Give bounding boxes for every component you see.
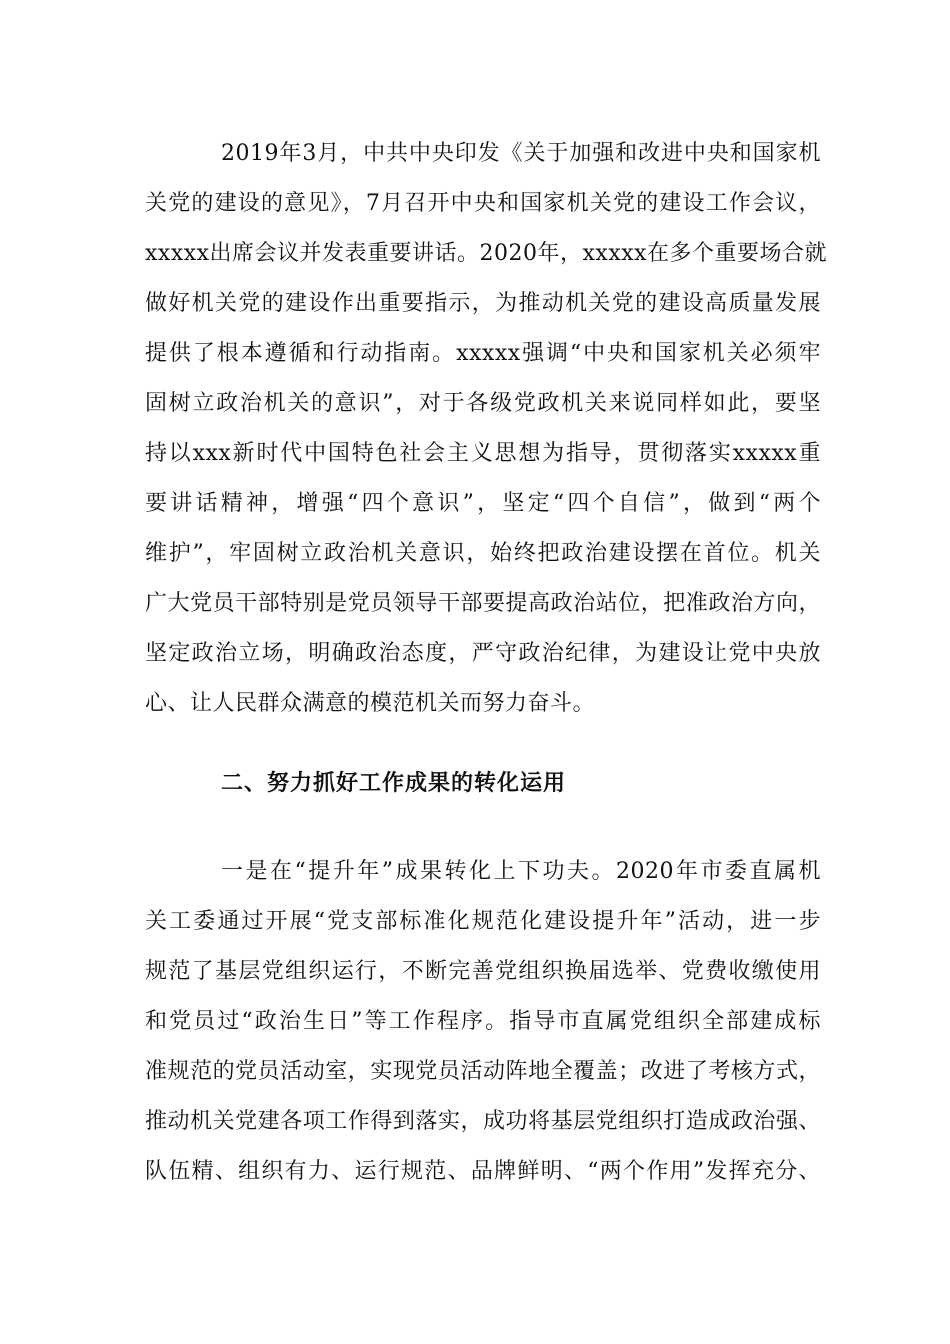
paragraph-1-line-6: 固树立政治机关的意识”，对于各级党政机关来说同样如此，要坚 xyxy=(145,391,821,416)
paragraph-2-line-6: 推动机关党建各项工作得到落实，成功将基层党组织打造成政治强、 xyxy=(145,1109,821,1134)
paragraph-1-line-12: 心、让人民群众满意的模范机关而努力奋斗。 xyxy=(145,691,596,716)
paragraph-1-line-8: 要讲话精神，增强“四个意识”，坚定“四个自信”，做到“两个 xyxy=(145,491,821,516)
paragraph-1-line-2: 关党的建设的意见》，7月召开中央和国家机关党的建设工作会议， xyxy=(145,191,821,216)
paragraph-1-line-5: 提供了根本遵循和行动指南。xxxxx强调“中央和国家机关必须牢 xyxy=(145,341,821,366)
paragraph-2-line-2: 关工委通过开展“党支部标准化规范化建设提升年”活动，进一步 xyxy=(145,909,821,934)
paragraph-2-line-4: 和党员过“政治生日”等工作程序。指导市直属党组织全部建成标 xyxy=(145,1009,821,1034)
paragraph-1-line-4: 做好机关党的建设作出重要指示，为推动机关党的建设高质量发展 xyxy=(145,291,821,316)
paragraph-2-line-5: 准规范的党员活动室，实现党员活动阵地全覆盖；改进了考核方式， xyxy=(145,1059,821,1084)
paragraph-2-line-3: 规范了基层党组织运行，不断完善党组织换届选举、党费收缴使用 xyxy=(145,959,821,984)
paragraph-1-line-7: 持以xxx新时代中国特色社会主义思想为指导，贯彻落实xxxxx重 xyxy=(145,441,821,466)
paragraph-1-line-1: 2019年3月，中共中央印发《关于加强和改进中央和国家机 xyxy=(221,141,821,166)
paragraph-1-line-3: xxxxx出席会议并发表重要讲话。2020年，xxxxx在多个重要场合就 xyxy=(145,241,828,266)
section-heading: 二、努力抓好工作成果的转化运用 xyxy=(221,771,567,796)
paragraph-2-line-1: 一是在“提升年”成果转化上下功夫。2020年市委直属机 xyxy=(221,859,821,884)
paragraph-1-line-11: 坚定政治立场，明确政治态度，严守政治纪律，为建设让党中央放 xyxy=(145,641,821,666)
paragraph-1-line-9: 维护”，牢固树立政治机关意识，始终把政治建设摆在首位。机关 xyxy=(145,541,821,566)
paragraph-1-line-10: 广大党员干部特别是党员领导干部要提高政治站位，把准政治方向， xyxy=(145,591,821,616)
paragraph-2-line-7: 队伍精、组织有力、运行规范、品牌鲜明、“两个作用”发挥充分、 xyxy=(145,1159,821,1184)
